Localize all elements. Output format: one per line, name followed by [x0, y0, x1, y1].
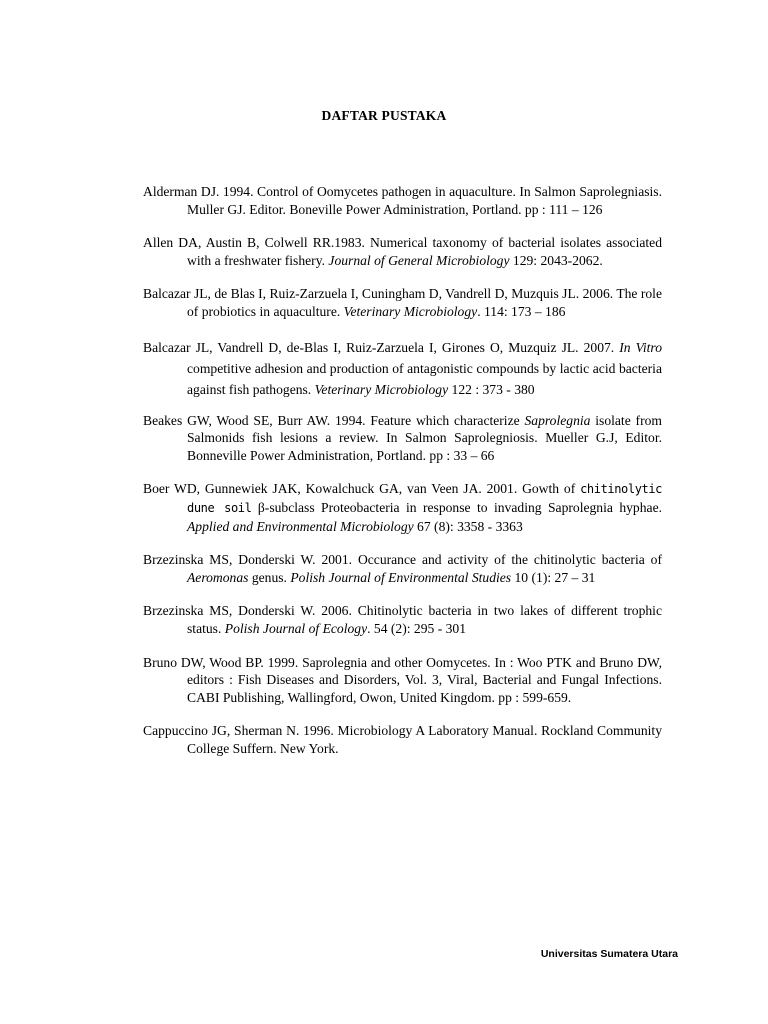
- reference-text: chitinolytic dune soil: [187, 482, 662, 515]
- reference-entry: [143, 412, 662, 465]
- reference-entry: [143, 337, 662, 400]
- reference-text: Balcazar JL, de Blas I, Ruiz-Zarzuela I, Cuningham D, Vandrell D, Muzquis JL. 2006. The role of probiotics in aquaculture.: [143, 286, 662, 319]
- reference-text: Balcazar JL, Vandrell D, de-Blas I, Ruiz-Zarzuela I, Girones O, Muzquiz JL. 2007.: [143, 339, 620, 355]
- reference-italic-text: Veterinary Microbiology: [314, 381, 449, 397]
- reference-text: Alderman DJ. 1994. Control of Oomycetes pathogen in aquaculture. In Salmon Saprolegniasis. Muller GJ. Editor. Boneville Power Administration, Portland. pp : 111 – 126: [143, 184, 662, 217]
- reference-italic-text: Aeromonas: [187, 569, 249, 585]
- reference-text: genus.: [248, 569, 291, 585]
- reference-entry: [143, 285, 662, 320]
- reference-italic-text: Applied and Environmental Microbiology: [187, 518, 414, 534]
- reference-text: 10 (1): 27 – 31: [511, 569, 596, 585]
- reference-entry: [143, 480, 662, 535]
- reference-italic-text: Saprolegnia: [524, 412, 591, 428]
- reference-italic-text: Journal of General Microbiology: [328, 252, 510, 268]
- reference-text: competitive adhesion and production of antagonistic compounds by lactic acid bacteria against fish pathogens.: [187, 360, 662, 397]
- reference-text: Brzezinska MS, Donderski W. 2006. Chitinolytic bacteria in two lakes of different trophic status.: [143, 603, 662, 636]
- reference-text: Brzezinska MS, Donderski W. 2001. Occurance and activity of the chitinolytic bacteria of: [143, 552, 662, 568]
- reference-entry: [143, 551, 662, 586]
- reference-text: Allen DA, Austin B, Colwell RR.1983. Numerical taxonomy of bacterial isolates associated with a freshwater fishery.: [143, 235, 662, 268]
- reference-entry: [143, 654, 662, 707]
- reference-entry: [143, 183, 662, 218]
- reference-italic-text: Polish Journal of Environmental Studies: [290, 569, 512, 585]
- reference-text: 129: 2043-2062.: [509, 252, 603, 268]
- reference-text: Beakes GW, Wood SE, Burr AW. 1994. Feature which characterize: [143, 412, 525, 428]
- reference-text: 122 : 373 - 380: [448, 381, 535, 397]
- reference-italic-text: In Vitro: [619, 339, 663, 355]
- reference-text: β-subclass Proteobacteria in response to invading Saprolegnia hyphae.: [251, 499, 662, 515]
- reference-text: Bruno DW, Wood BP. 1999. Saprolegnia and other Oomycetes. In : Woo PTK and Bruno DW, editors : Fish Diseases and Disorders, Vol. 3, Viral, Bacterial and Fungal Infections. CABI Publishing, Wallingford, Owon, United Kingdom. pp : 599-659.: [143, 654, 662, 705]
- reference-text: Cappuccino JG, Sherman N. 1996. Microbiology A Laboratory Manual. Rockland Community College Suffern. New York.: [143, 723, 662, 756]
- reference-text: isolate from Salmonids fish lesions a review. In Salmon Saprolegniosis. Mueller G.J, Editor. Bonneville Power Administration, Portland. pp : 33 – 66: [187, 412, 662, 463]
- reference-italic-text: Veterinary Microbiology: [343, 303, 478, 319]
- reference-entry: [143, 722, 662, 757]
- reference-text: 67 (8): 3358 - 3363: [413, 518, 523, 534]
- reference-italic-text: Polish Journal of Ecology: [224, 620, 368, 636]
- reference-entry: [143, 602, 662, 637]
- reference-text: Boer WD, Gunnewiek JAK, Kowalchuck GA, van Veen JA. 2001. Gowth of: [143, 481, 581, 497]
- footer-institution: Universitas Sumatera Utara: [540, 948, 678, 960]
- page-title: DAFTAR PUSTAKA: [321, 108, 447, 123]
- reference-list: [143, 183, 662, 757]
- reference-text: . 54 (2): 295 - 301: [367, 620, 467, 636]
- reference-entry: [143, 234, 662, 269]
- reference-text: . 114: 173 – 186: [477, 303, 566, 319]
